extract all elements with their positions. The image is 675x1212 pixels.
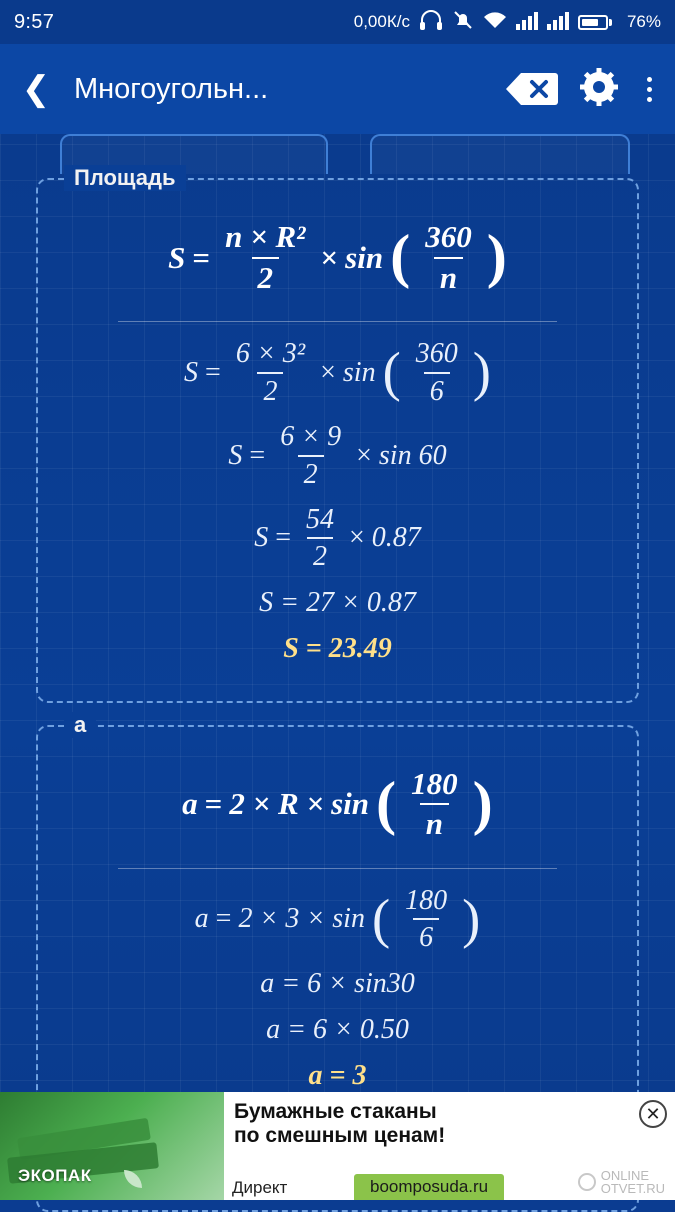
side-main-arg-num: 180 [411,765,458,801]
side-step1-arg-num: 180 [405,885,448,917]
area-step-1 [56,338,619,407]
ad-image [0,1092,224,1200]
area-step1-mul: × [320,356,336,388]
side-result-text: a = 3 [308,1059,367,1091]
card-side-legend: a [64,712,96,738]
close-icon[interactable]: ✕ [639,1100,667,1128]
headphones-icon [419,10,443,34]
area-step2-fn: sin [378,439,412,471]
area-main-lhs: S [168,239,186,275]
area-step1-lhs: S [184,356,199,388]
side-step-3 [56,1014,619,1046]
area-step2-num: 6 × 9 [280,421,342,453]
gear-icon[interactable] [579,67,619,112]
side-step1-lead: 2 × 3 × [238,903,326,935]
battery-percent: 76% [626,12,661,31]
area-step3-den: 2 [307,537,333,572]
side-step-1 [56,885,619,954]
area-step3-mul: × [349,522,365,554]
area-main-mul: × [320,239,339,275]
area-step2-tail: 60 [418,439,447,471]
ad-headline-line2: по смешным ценам! [234,1124,446,1148]
area-step-4 [56,587,619,619]
side-step-result [56,1060,619,1092]
area-step-result [56,633,619,665]
side-step3-text: a = 6 × 0.50 [266,1013,409,1045]
watermark-line1: ONLINE [600,1167,650,1183]
area-step-2 [56,421,619,490]
area-step3-lhs: S [254,522,269,554]
paren-close-icon: ) [472,341,491,403]
side-main-lhs: a [182,786,198,822]
tabs-peek [18,134,657,156]
area-main-arg-den: n [434,257,463,296]
area-main-den: 2 [252,257,280,296]
app-bar-actions [505,67,659,112]
card-area [36,165,639,703]
area-step3-eq: = [275,522,291,554]
area-step1-arg-num: 360 [415,338,458,370]
card-area-main-formula [56,206,619,321]
mute-bell-icon [452,9,474,35]
status-icons [354,9,661,35]
tab-peek-right[interactable] [370,134,630,174]
side-main-lead: 2 × R × [229,786,325,822]
leaf-icon [124,1170,142,1188]
ad-banner[interactable] [0,1092,675,1200]
side-step-2 [56,968,619,1000]
card-side-divider [118,868,557,869]
status-bar [0,0,675,44]
ad-label: Директ [232,1178,288,1197]
area-step2-mul: × [356,439,372,471]
ad-url[interactable]: boomposuda.ru [354,1174,504,1200]
status-clock: 9:57 [14,10,55,33]
side-main-fn: sin [331,786,370,822]
area-result-text: S = 23.49 [283,632,392,664]
signal-icon [516,11,538,34]
content-scroll[interactable] [0,134,675,1092]
card-area-steps [56,338,619,664]
paren-open-icon: ( [376,769,397,837]
card-side [36,711,639,1130]
area-main-eq: = [192,239,211,275]
paren-close-icon: ) [462,887,481,949]
wifi-icon [483,11,507,34]
back-arrow-icon[interactable]: ❮ [21,70,51,108]
side-step1-arg-den: 6 [413,918,439,953]
side-step2-text: a = 6 × sin30 [260,967,415,999]
area-step1-fn: sin [342,356,376,388]
ad-body[interactable] [224,1092,675,1200]
side-step1-fn: sin [332,903,365,935]
area-step3-num: 54 [306,503,334,535]
network-speed-text: 0,00К/с [353,12,410,31]
paren-close-icon: ) [472,769,493,837]
app-bar [0,44,675,134]
paren-open-icon: ( [382,341,401,403]
kebab-menu-icon[interactable] [639,73,659,106]
page-title: Многоугольн... [74,72,269,105]
card-side-steps [56,885,619,1092]
area-step4-text: S = 27 × 0.87 [259,586,416,618]
side-step1-lhs: a [194,903,209,935]
backspace-icon[interactable] [505,71,559,107]
paren-open-icon: ( [371,887,391,949]
card-area-divider [118,321,557,322]
area-step1-eq: = [205,356,221,388]
card-side-main-formula [56,753,619,868]
ad-brand: ЭКОПАК [18,1166,92,1185]
side-main-arg-den: n [420,803,449,842]
bulb-icon [578,1173,596,1191]
side-main-eq: = [204,786,223,822]
paren-open-icon: ( [390,222,411,290]
area-main-num: n × R² [225,219,306,254]
watermark [578,1169,665,1196]
paren-close-icon: ) [486,222,507,290]
battery-icon [578,15,612,30]
area-step3-tail: 0.87 [371,522,421,554]
area-step2-eq: = [249,439,266,471]
signal2-icon [547,11,569,34]
area-main-arg-num: 360 [425,219,472,254]
area-step1-den: 2 [257,372,283,407]
area-step2-lhs: S [228,439,243,471]
area-step-3 [56,504,619,573]
side-step1-eq: = [215,903,232,935]
area-step1-arg-den: 6 [424,372,450,407]
area-step2-den: 2 [298,455,324,490]
watermark-line2: OTVET.RU [600,1181,665,1197]
ad-headline-line1: Бумажные стаканы [234,1100,437,1123]
card-area-legend: Площадь [64,165,186,191]
area-step1-num: 6 × 3² [235,338,306,370]
area-main-fn: sin [345,239,384,275]
